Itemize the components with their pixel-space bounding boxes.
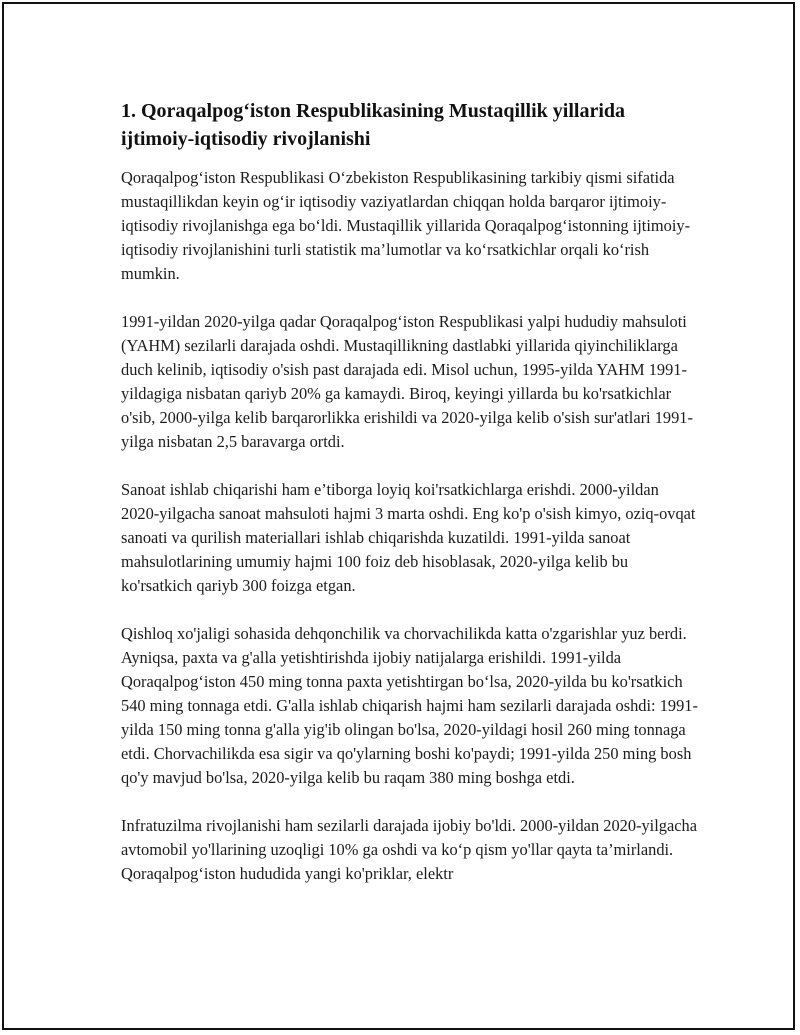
section-heading: 1. Qoraqalpog‘iston Respublikasining Mustaqillik yillarida ijtimoiy-iqtisodiy rivojlanishi	[121, 100, 626, 150]
document-body	[121, 97, 699, 910]
paragraph-agriculture: Qishloq xo'jaligi sohasida dehqonchilik va chorvachilikda katta o'zgarishlar yuz berdi. Ayniqsa, paxta va g'alla yetishtirishda ijobiy natijalarga erishildi. 1991-yilda Qoraqalpog‘iston 450 ming tonna paxta yetishtirgan bo‘lsa, 2020-yilda bu ko'rsatkich 540 ming tonnaga etdi. G'alla ishlab chiqarish hajmi ham sezilarli darajada oshdi: 1991-yilda 150 ming tonna g'alla yig'ib olingan bo'lsa, 2020-yildagi hosil 260 ming tonnaga etdi. Chorvachilikda esa sigir va qo'ylarning boshi ko'paydi; 1991-yilda 250 ming bosh qo'y mavjud bo'lsa, 2020-yilga kelib bu raqam 380 ming boshga etdi.	[121, 624, 698, 787]
paragraph-industry: Sanoat ishlab chiqarishi ham e’tiborga loyiq koi'rsatkichlarga erishdi. 2000-yildan 2020-yilgacha sanoat mahsuloti hajmi 3 marta oshdi. Eng ko'p o'sish kimyo, oziq-ovqat sanoati va qurilish materiallari ishlab chiqarishda kuzatildi. 1991-yilda sanoat mahsulotlarining umumiy hajmi 100 foiz deb hisoblasak, 2020-yilga kelib bu ko'rsatkich qariyb 300 foizga etgan.	[121, 480, 696, 595]
paragraph-infrastructure: Infratuzilma rivojlanishi ham sezilarli darajada ijobiy bo'ldi. 2000-yildan 2020-yilgacha avtomobil yo'llarining uzoqligi 10% ga oshdi va ko‘p qism yo'llar qayta ta’mirlandi. Qoraqalpog‘iston hududida yangi ko'priklar, elektr	[121, 816, 698, 883]
paragraph-intro: Qoraqalpog‘iston Respublikasi O‘zbekiston Respublikasining tarkibiy qismi sifatida mustaqillikdan keyin og‘ir iqtisodiy vaziyatlardan chiqqan holda barqaror ijtimoiy-iqtisodiy rivojlanishga ega bo‘ldi. Mustaqillik yillarida Qoraqalpog‘istonning ijtimoiy-iqtisodiy rivojlanishini turli statistik ma’lumotlar va ko‘rsatkichlar orqali ko‘rish mumkin.	[121, 168, 691, 283]
page-frame	[2, 2, 795, 1030]
paragraph-gdp: 1991-yildan 2020-yilga qadar Qoraqalpog‘iston Respublikasi yalpi hududiy mahsuloti (YAHM) sezilarli darajada oshdi. Mustaqillikning dastlabki yillarida qiyinchiliklarga duch kelinib, iqtisodiy o'sish past darajada edi. Misol uchun, 1995-yilda YAHM 1991-yildagiga nisbatan qariyb 20% ga kamaydi. Biroq, keyingi yillarda bu ko'rsatkichlar o'sib, 2000-yilga kelib barqarorlikka erishildi va 2020-yilga kelib o'sish sur'atlari 1991-yilga nisbatan 2,5 baravarga ortdi.	[121, 312, 693, 451]
